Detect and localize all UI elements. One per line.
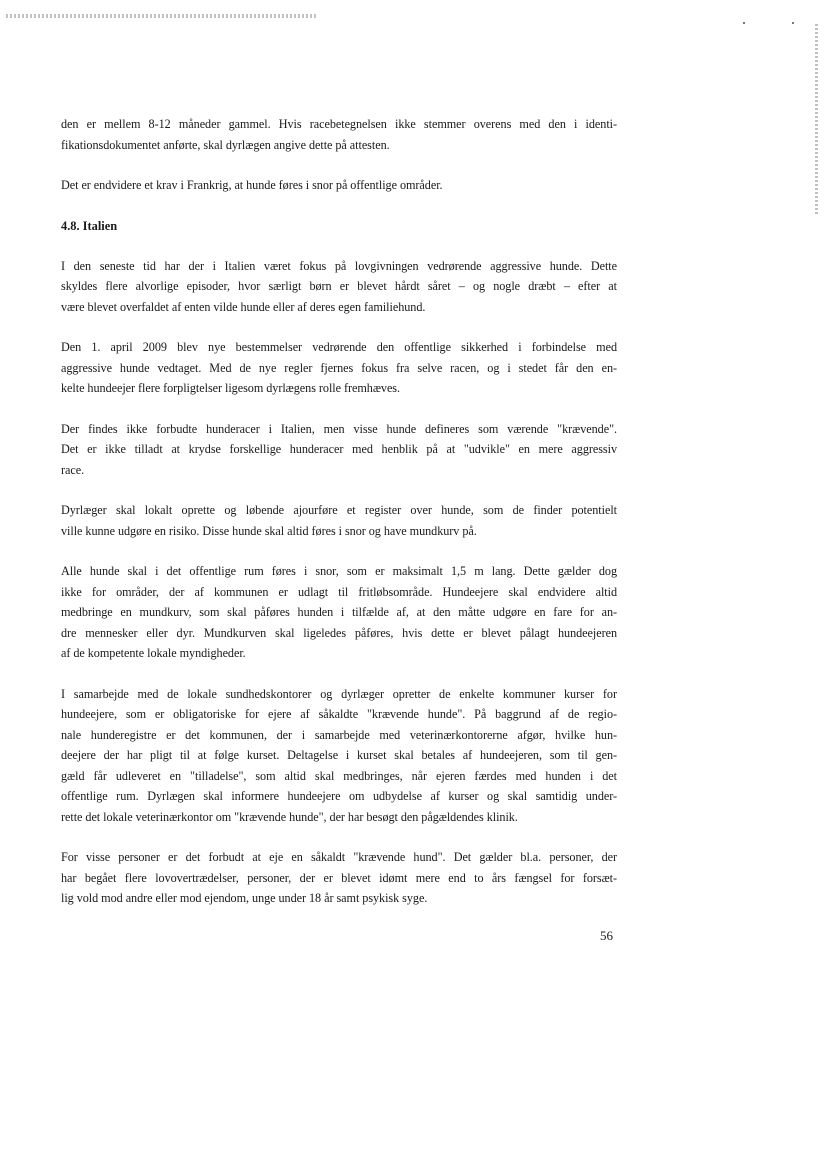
paragraph-leash-france <box>61 175 617 196</box>
page-body <box>61 114 617 909</box>
text-line: har begået flere lovovertrædelser, personer, der er blevet idømt mere end to års fængsel for forsæt- <box>61 870 617 885</box>
text-line: I samarbejde med de lokale sundhedskontorer og dyrlæger opretter de enkelte kommuner kurser for <box>61 686 617 701</box>
text-line: deejere der har pligt til at følge kurset. Deltagelse i kurset skal betales af hundeejeren, som til gen- <box>61 748 617 762</box>
paragraph-dog-age <box>61 114 617 155</box>
paragraph-no-banned-breeds <box>61 419 617 481</box>
text-line: Den 1. april 2009 blev nye bestemmelser vedrørende den offentlige sikkerhed i forbindelse med <box>61 340 617 354</box>
text-line: race. <box>61 462 85 477</box>
text-line: ville kunne udgøre en risiko. Disse hunde skal altid føres i snor og have mundkurv på. <box>61 523 477 538</box>
text-line: af de kompetente lokale myndigheder. <box>61 646 246 660</box>
text-line: rette det lokale veterinærkontor om "krævende hunde", der har besøgt den pågældendes klinik. <box>61 809 518 824</box>
page-number: 56 <box>600 928 613 943</box>
text-line: fikationsdokumentet anførte, skal dyrlægen angive dette på attesten. <box>61 137 390 152</box>
text-line: den er mellem 8-12 måneder gammel. Hvis racebetegnelsen ikke stemmer overens med den i identi- <box>61 117 617 131</box>
text-line: Det er ikke tilladt at krydse forskellige hunderacer med henblik på at "udvikle" en mere aggressiv <box>61 442 617 456</box>
scan-artifact-right <box>815 24 818 214</box>
section-heading-italy: 4.8. Italien <box>61 218 118 233</box>
text-line: aggressive hunde vedtaget. Med de nye regler fjernes fokus fra selve racen, og i stedet får den en- <box>61 360 617 375</box>
paragraph-vet-register <box>61 500 617 541</box>
scan-speck <box>743 22 745 24</box>
text-line: Dyrlæger skal lokalt oprette og løbende ajourføre et register over hunde, som de finder potentielt <box>61 503 617 517</box>
text-line: Det er endvidere et krav i Frankrig, at hunde føres i snor på offentlige områder. <box>61 178 443 192</box>
text-line: være blevet overfaldet af enten vilde hunde eller af deres egen familiehund. <box>61 299 426 314</box>
text-line: kelte hundeejer flere forpligtelser ligesom dyrlægens rolle fremhæves. <box>61 381 400 395</box>
text-line: Der findes ikke forbudte hunderacer i Italien, men visse hunde defineres som værende "krævende". <box>61 421 617 436</box>
text-line: gæld får udleveret en "tilladelse", som altid skal medbringes, når ejeren færdes med hunden i det <box>61 768 617 783</box>
text-line: ikke for områder, der af kommunen er udlagt til fritløbsområde. Hundeejere skal endvidere altid <box>61 584 617 599</box>
scan-artifact-top <box>6 14 318 18</box>
text-line: nale hunderegistre er det kommunen, der i samarbejde med veterinærkontorerne afgør, hvilke hun- <box>61 727 617 742</box>
paragraph-new-rules-2009 <box>61 337 617 399</box>
text-line: For visse personer er det forbudt at eje en såkaldt "krævende hund". Det gælder bl.a. personer, der <box>61 850 617 864</box>
paragraph-owner-courses <box>61 684 617 828</box>
text-line: dre mennesker eller dyr. Mundkurven skal ligeledes påføres, hvis dette er blevet pålagt hundeejeren <box>61 625 617 640</box>
paragraph-leash-muzzle <box>61 561 617 664</box>
text-line: offentlige rum. Dyrlægen skal informere hundeejere om udbydelse af kurser og skal samtidig under- <box>61 789 617 803</box>
paragraph-ownership-ban <box>61 847 617 909</box>
scan-speck <box>792 22 794 24</box>
text-line: I den seneste tid har der i Italien været fokus på lovgivningen vedrørende aggressive hunde. Dette <box>61 258 617 273</box>
paragraph-italy-focus <box>61 256 617 318</box>
text-line: lig vold mod andre eller mod ejendom, unge under 18 år samt psykisk syge. <box>61 891 428 905</box>
text-line: Alle hunde skal i det offentlige rum føres i snor, som er maksimalt 1,5 m lang. Dette gælder dog <box>61 564 617 578</box>
text-line: hundeejere, som er obligatoriske for ejere af såkaldte "krævende hunde". På baggrund af de regio- <box>61 707 617 721</box>
text-line: medbringe en mundkurv, som skal påføres hunden i tilfælde af, at den måtte udgøre en fare for an- <box>61 605 617 619</box>
text-line: skyldes flere alvorlige episoder, hvor særligt børn er blevet hårdt såret – og nogle dræbt – efter at <box>61 279 617 293</box>
